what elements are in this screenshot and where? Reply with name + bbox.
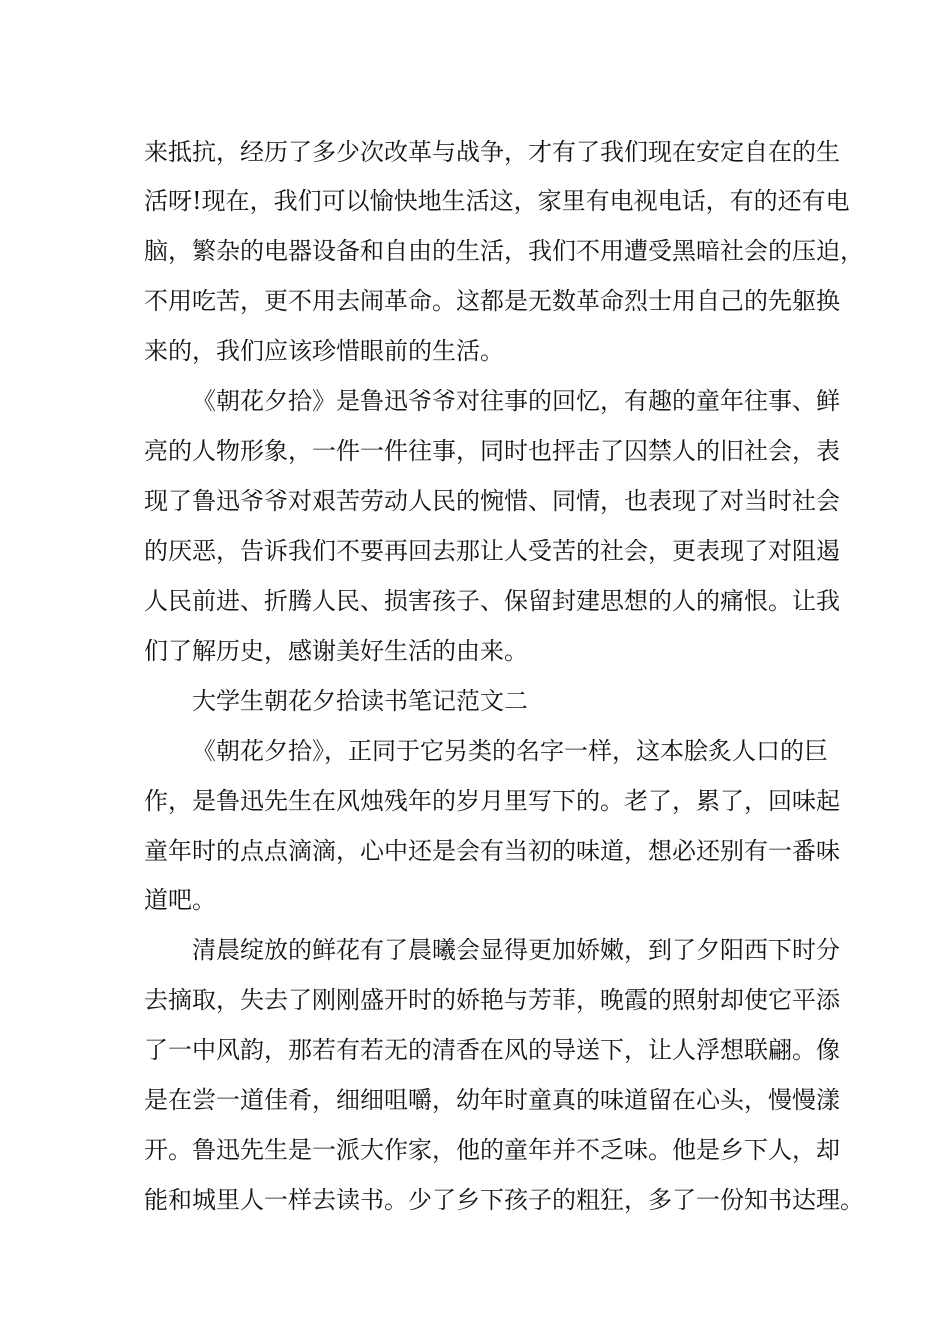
text-line: 亮的人物形象，一件一件往事，同时也抨击了囚禁人的旧社会，表 (144, 437, 840, 465)
text-line: 来的，我们应该珍惜眼前的生活。 (144, 337, 504, 365)
text-line: 们了解历史，感谢美好生活的由来。 (144, 637, 528, 665)
text-line: 去摘取，失去了刚刚盛开时的娇艳与芳菲，晚霞的照射却使它平添 (144, 986, 840, 1014)
text-line: 的厌恶，告诉我们不要再回去那让人受苦的社会，更表现了对阻遏 (144, 537, 840, 565)
text-line: 活呀!现在，我们可以愉快地生活这，家里有电视电话，有的还有电 (144, 187, 850, 215)
text-line: 道吧。 (144, 886, 216, 914)
paragraph-first-line: 清晨绽放的鲜花有了晨曦会显得更加娇嫩，到了夕阳西下时分 (192, 936, 840, 964)
text-line: 脑，繁杂的电器设备和自由的生活，我们不用遭受黑暗社会的压迫， (144, 237, 864, 265)
text-line: 不用吃苦，更不用去闹革命。这都是无数革命烈士用自己的先躯换 (144, 287, 840, 315)
text-line: 来抵抗，经历了多少次改革与战争，才有了我们现在安定自在的生 (144, 138, 840, 166)
text-line: 人民前进、折腾人民、损害孩子、保留封建思想的人的痛恨。让我 (144, 587, 840, 615)
text-line: 能和城里人一样去读书。少了乡下孩子的粗狂，多了一份知书达理。 (144, 1186, 864, 1214)
paragraph-first-line: 《朝花夕拾》是鲁迅爷爷对往事的回忆，有趣的童年往事、鲜 (192, 387, 840, 415)
paragraph-first-line: 《朝花夕拾》，正同于它另类的名字一样，这本脍炙人口的巨 (192, 737, 828, 765)
text-line: 了一中风韵，那若有若无的清香在风的导送下，让人浮想联翩。像 (144, 1036, 840, 1064)
text-line: 开。鲁迅先生是一派大作家，他的童年并不乏味。他是乡下人，却 (144, 1136, 840, 1164)
text-line: 是在尝一道佳肴，细细咀嚼，幼年时童真的味道留在心头，慢慢漾 (144, 1086, 840, 1114)
section-heading: 大学生朝花夕拾读书笔记范文二 (192, 687, 528, 715)
text-line: 作，是鲁迅先生在风烛残年的岁月里写下的。老了，累了，回味起 (144, 787, 840, 815)
text-line: 童年时的点点滴滴，心中还是会有当初的味道，想必还别有一番味 (144, 837, 840, 865)
text-line: 现了鲁迅爷爷对艰苦劳动人民的惋惜、同情，也表现了对当时社会 (144, 487, 840, 515)
